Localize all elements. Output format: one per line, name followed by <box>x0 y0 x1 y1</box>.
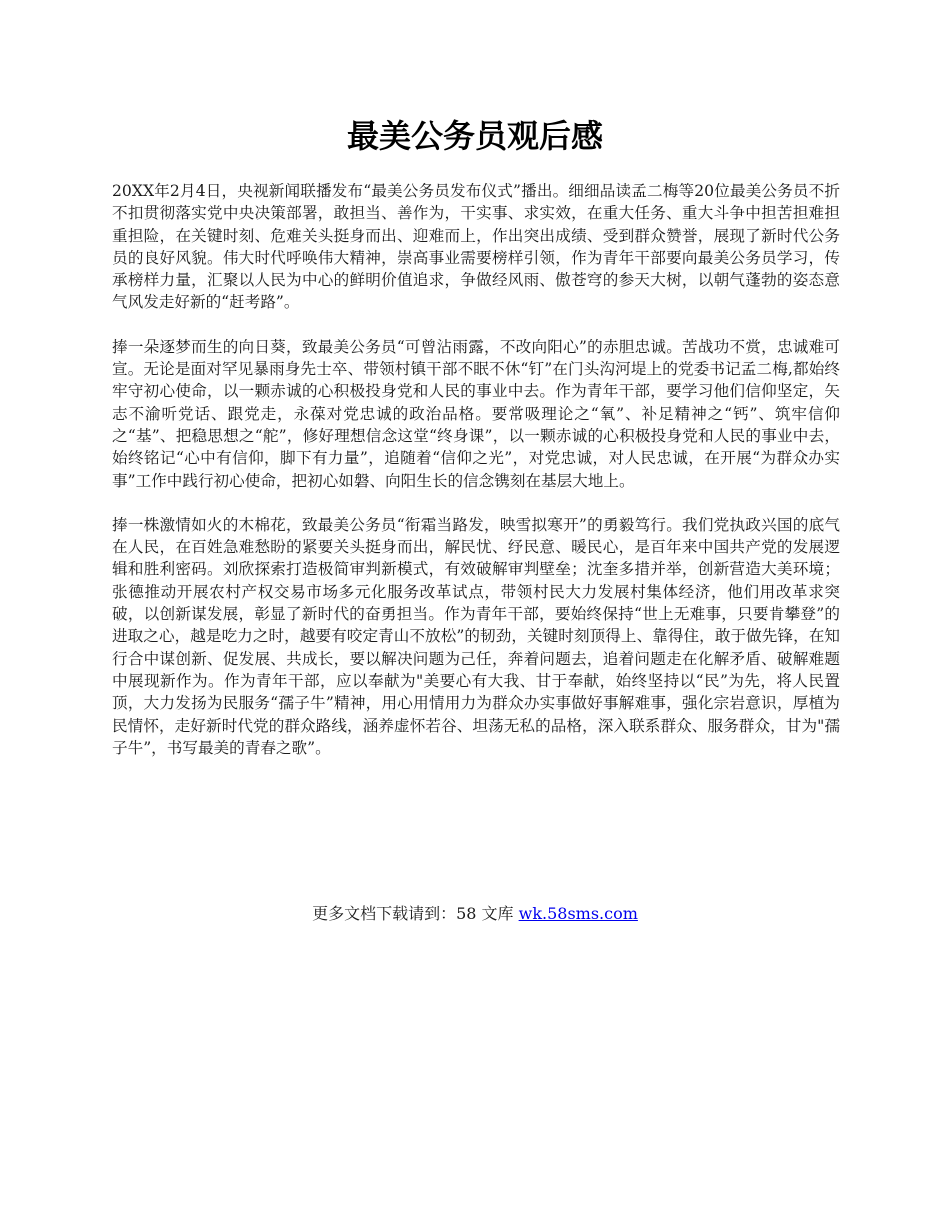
footer-text: 更多文档下载请到：58 文库 <box>312 904 519 923</box>
paragraph-intro: 20XX年2月4日，央视新闻联播发布“最美公务员发布仪式”播出。细细品读孟二梅等20位最美公务员不折不扣贯彻落实党中央决策部署，敢担当、善作为，干实事、求实效，在重大任务、重大斗争中担苦担难担重担险，在关键时刻、危难关头挺身而出、迎难而上，作出突出成绩、受到群众赞誉，展现了新时代公务员的良好风貌。伟大时代呼唤伟大精神，崇高事业需要榜样引领，作为青年干部要向最美公务员学习，传承榜样力量，汇聚以人民为中心的鲜明价值追求，争做经风雨、傲苍穹的参天大树，以朝气蓬勃的姿态意气风发走好新的“赶考路”。 <box>112 182 840 312</box>
page-title: 最美公务员观后感 <box>346 117 603 155</box>
paragraph-courage: 捧一株激情如火的木棉花，致最美公务员“衔霜当路发，映雪拟寒开”的勇毅笃行。我们党执政兴国的底气在人民，在百姓急难愁盼的紧要关头挺身而出，解民忧、纾民意、暖民心，是百年来中国共产党的发展逻辑和胜利密码。刘欣探索打造极简审判新模式，有效破解审判壁垒；沈奎多措并举，创新营造大美环境；张德推动开展农村产权交易市场多元化服务改革试点，带领村民大力发展村集体经济，他们用改革求突破，以创新谋发展，彰显了新时代的奋勇担当。作为青年干部，要始终保持“世上无难事，只要肯攀登”的进取之心，越是吃力之时，越要有咬定青山不放松”的韧劲，关键时刻顶得上、靠得住，敢于做先锋，在知行合中谋创新、促发展、共成长，要以解决问题为己任，奔着问题去，追着问题走在化解矛盾、破解难题中展现新作为。作为青年干部，应以奉献为"美要心有大我、甘于奉献，始终坚持以“民”为先，将人民置顶，大力发扬为民服务“孺子牛”精神，用心用情用力为群众办实事做好事解难事，强化宗岩意识，厚植为民情怀，走好新时代党的群众路线，涵养虚怀若谷、坦荡无私的品格，深入联系群众、服务群众，甘为"孺子牛”，书写最美的青春之歌”。 <box>112 515 840 757</box>
download-footer <box>0 902 950 926</box>
footer-link[interactable]: wk.58sms.com <box>518 904 638 923</box>
article-body <box>112 180 840 781</box>
paragraph-loyalty: 捧一朵逐梦而生的向日葵，致最美公务员“可曾沾雨露，不改向阳心”的赤胆忠诚。苦战功不赏，忠诚难可宣。无论是面对罕见暴雨身先士卒、带领村镇干部不眠不休“钉”在门头沟河堤上的党委书记孟二梅,都始终牢守初心使命，以一颗赤诚的心积极投身党和人民的事业中去。作为青年干部，要学习他们信仰坚定，矢志不渝听党话、跟党走，永葆对党忠诚的政治品格。要常吸理论之“氧”、补足精神之“钙”、筑牢信仰之“基”、把稳思想之“舵”，修好理想信念这堂“终身课”，以一颗赤诚的心积极投身党和人民的事业中去，始终铭记“心中有信仰，脚下有力量”，追随着“信仰之光”，对党忠诚，对人民忠诚，在开展“为群众办实事”工作中践行初心使命，把初心如磐、向阳生长的信念镌刻在基层大地上。 <box>112 337 840 490</box>
